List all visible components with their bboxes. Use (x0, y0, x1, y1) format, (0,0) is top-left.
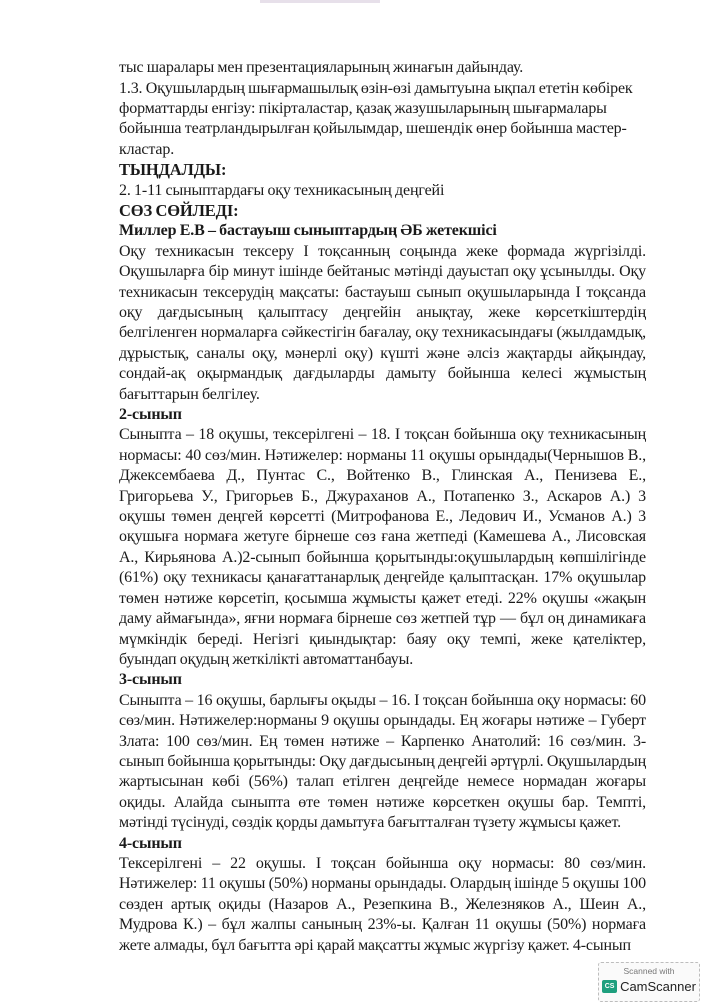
camscanner-watermark (598, 962, 700, 1002)
paragraph-reading-check: Оқу техникасын тексеру I тоқсанның соңында жеке формада жүргізілді. Оқушыларға бір минут ішінде бейтаныс мәтінді дауыстап оқу ұсынылды. Оқу техникасын тексерудің мақсаты: бастауыш сынып оқушыларында I тоқсанда оқу дағдысының қалыптасу деңгейін анықтау, жеке көрсеткіштердің белгіленген нормаларға сәйкестігін бағалау, оқу техникасындағы (жылдамдық, дұрыстық, саналы оқу, мәнерлі оқу) күшті және әлсіз жақтарды айқындау, сондай-ақ оқырмандық дағдыларды дамыту бойынша келесі жұмыстың бағыттарын белгілеу. (119, 242, 646, 403)
section-grade-3: 3-сынып (119, 671, 182, 689)
watermark-caption: Scanned with (623, 966, 675, 976)
camscanner-logo-icon: CS (602, 980, 617, 993)
section-grade-2: 2-сынып (119, 406, 182, 424)
heading-listened: ТЫҢДАЛДЫ: (119, 160, 227, 180)
scan-edge-mark (260, 0, 380, 3)
paragraph-item-1-3: 1.3. Оқушылардың шығармашылық өзін-өзі дамытуына ықпал ететін көбірек форматтарды енгізу: пікірталастар, қазақ жазушыларының шығармалары бойынша театрландырылған қойылымдар, шешендік өнер бойынша мастер-кластар. (119, 79, 633, 158)
section-grade-4: 4-сынып (119, 834, 182, 852)
paragraph-grade-4: Тексерілгені – 22 оқушы. I тоқсан бойынша оқу нормасы: 80 сөз/мин. Нәтижелер: 11 оқушы (50%) норманы орындады. Олардың ішінде 5 оқушы 100 сөзден артық оқиды (Назаров А., Резепкина В., Железняков А., Шеин А., Мудрова К.) – бұл жалпы санының 23%-ы. Қалған 11 оқушы (50%) нормаға жете алмады, бұл бағытта әрі қарай мақсатты жұмыс жүргізу қажет. 4-сынып (119, 854, 646, 954)
paragraph-grade-3: Сыныпта – 16 оқушы, барлығы оқыды – 16. I тоқсан бойынша оқу нормасы: 60 сөз/мин. Нәтижелер:норманы 9 оқушы орындады. Ең жоғары нәтиже – Губерт Злата: 100 сөз/мин. Ең төмен нәтиже – Карпенко Анатолий: 16 сөз/мин. 3-сынып бойынша қорытынды: Оқу дағдысының деңгейі әртүрлі. Оқушылардың жартысынан көбі (56%) талап етілген деңгейде немесе нормадан жоғары оқиды. Алайда сыныпта өте төмен нәтиже көрсеткен оқушы бар. Темпті, мәтінді түсінуді, сөздік қорды дамытуға бағытталған түзету жұмысы қажет. (119, 691, 646, 832)
paragraph-intro-end: тыс шаралары мен презентацияларының жинағын дайындау. (119, 59, 524, 77)
paragraph-grade-2: Сыныпта – 18 оқушы, тексерілгені – 18. I тоқсан бойынша оқу техникасының нормасы: 40 сөз/мин. Нәтижелер: норманы 11 оқушы орындады(Чернышов В., Джексембаева Д., Пунтас С., Войтенко В., Глинская А., Пенизева Е., Григорьева У., Григорьев Б., Джураханов А., Потапенко З., Аскаров А.) 3 оқушы төмен деңгей көрсетті (Митрофанова Е., Ледович И., Усманов А.) 3 оқушыға нормаға жетуге бірнеше сөз ғана жетпеді (Камешева А., Лисовская А., Кирьянова А.)2-сынып бойынша қорытынды:оқушылардың көпшілігінде (61%) оқу техникасы қанағаттанарлық деңгейде қалыптасқан. 17% оқушылар төмен нәтиже көрсетіп, қосымша жұмысты қажет етеді. 22% оқушы «жақын даму аймағында», яғни нормаға бірнеше сөз жетпей тұр — бұл оң динамикаға мүмкіндік береді. Негізгі қиындықтар: баяу оқу темпі, жеке қателіктер, буындап оқудың жеткілікті автоматтанбауы. (119, 426, 646, 668)
speaker-name: Миллер Е.В – бастауыш сыныптардың ӘБ жетекшісі (119, 222, 497, 240)
heading-spoke: СӨЗ СӨЙЛЕДІ: (119, 200, 239, 220)
document-page (119, 58, 646, 956)
watermark-brand: CamScanner (620, 979, 696, 994)
agenda-item-2: 2. 1-11 сыныптардағы оқу техникасының деңгейі (119, 181, 445, 199)
